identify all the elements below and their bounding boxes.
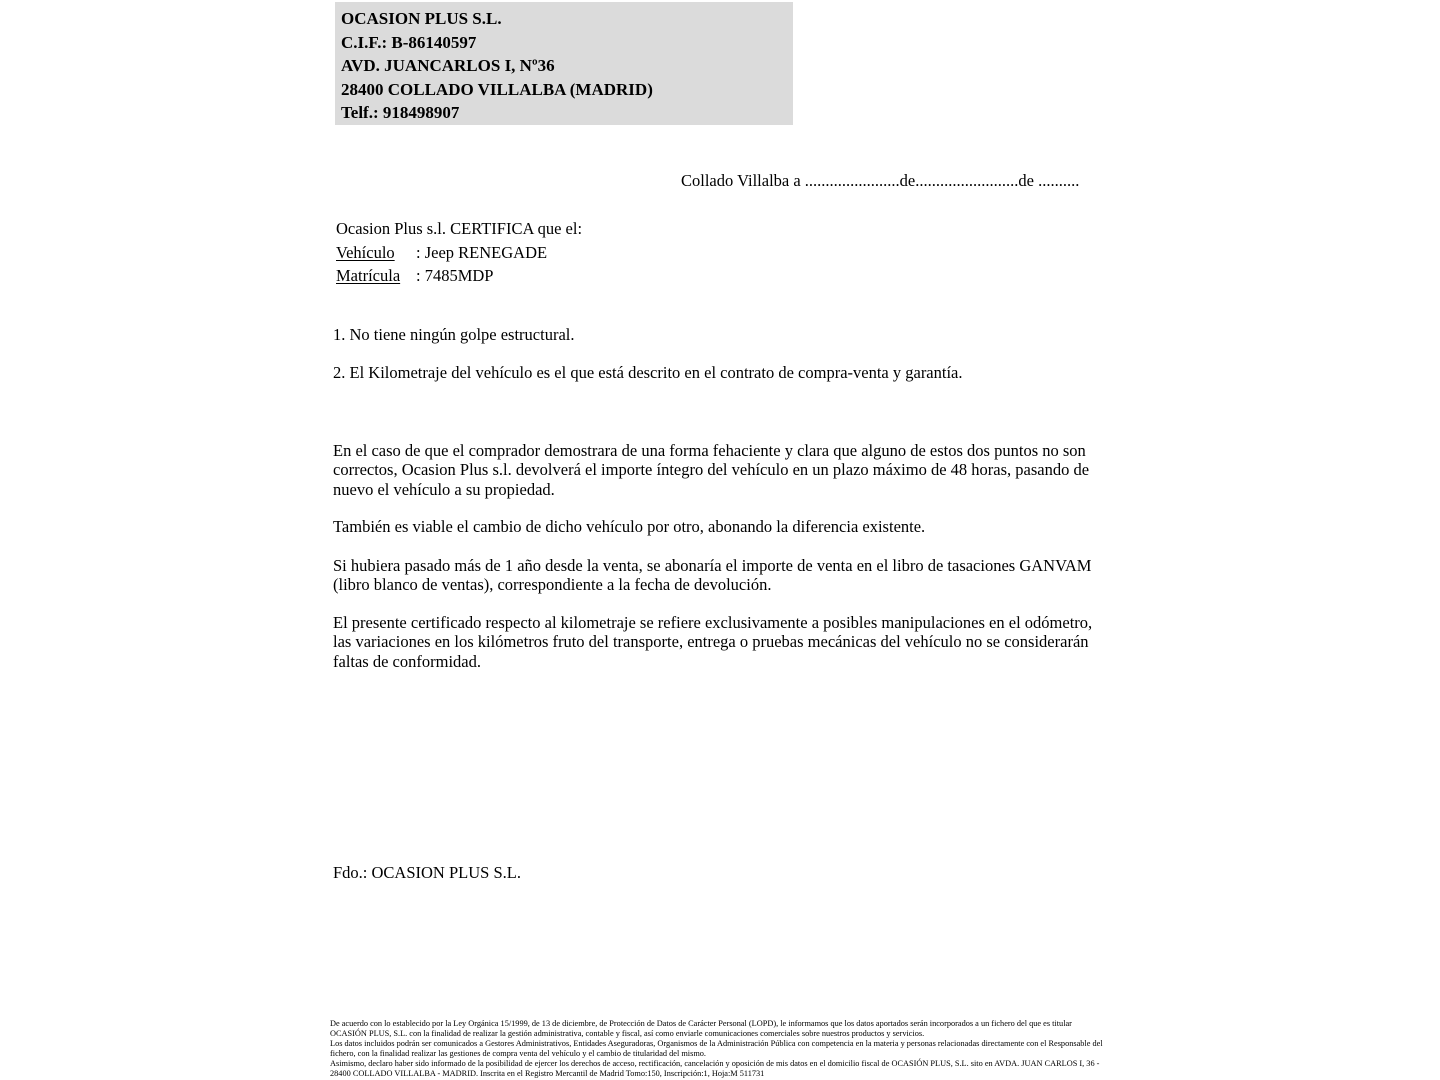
- point-1: 1. No tiene ningún golpe estructural.: [333, 325, 575, 344]
- vehicle-value: : Jeep RENEGADE: [416, 242, 548, 262]
- vehicle-label-cell: [336, 241, 416, 265]
- paragraph-odometer: El presente certificado respecto al kilometraje se refiere exclusivamente a posibles manipulaciones en el odómetro, las variaciones en los kilómetros fruto del transporte, entrega o pruebas mecánicas del vehículo no se considerarán faltas de conformidad.: [333, 613, 1093, 671]
- certification-block: [336, 217, 582, 288]
- vehicle-row: [336, 241, 582, 265]
- vehicle-label: Vehículo: [336, 242, 395, 262]
- point-2: 2. El Kilometraje del vehículo es el que está descrito en el contrato de compra-venta y garantía.: [333, 363, 963, 382]
- company-cif: C.I.F.: B-86140597: [341, 32, 477, 52]
- company-phone: Telf.: 918498907: [341, 103, 460, 123]
- paragraph-exchange: También es viable el cambio de dicho vehículo por otro, abonando la diferencia existente.: [333, 517, 926, 536]
- plate-value: : 7485MDP: [416, 266, 494, 285]
- legal-footer: [330, 1019, 1108, 1078]
- paragraph-refund: En el caso de que el comprador demostrara de una forma fehaciente y clara que alguno de estos dos puntos no son correctos, Ocasion Plus s.l. devolverá el importe íntegro del vehículo en un plazo máximo de 48 horas, pasando de nuevo el vehículo a su propiedad.: [333, 441, 1090, 499]
- plate-label: Matrícula: [336, 266, 401, 285]
- legal-paragraph-data-sharing: Los datos incluidos podrán ser comunicados a Gestores Administrativos, Entidades Aseguradoras, Organismos de la Administración Pública con competencia en la materia y personas relacionadas directamente con el Responsable del fichero, con la finalidad realizar las gestiones de compra venta del vehículo y el cambio de titularidad del mismo.: [330, 1038, 1103, 1058]
- company-header-box: [335, 2, 793, 125]
- company-city: 28400 COLLADO VILLALBA (MADRID): [341, 79, 653, 99]
- plate-label-cell: [336, 264, 416, 288]
- legal-paragraph-lopd: De acuerdo con lo establecido por la Ley Orgánica 15/1999, de 13 de diciembre, de Protección de Datos de Carácter Personal (LOPD), le informamos que los datos aportados serán incorporados a un fichero del que es titular OCASIÓN PLUS, S.L. con la finalidad de realizar la gestión administrativa, contable y fiscal, así como enviarle comunicaciones comerciales sobre nuestros productos y servicios.: [330, 1019, 1072, 1038]
- plate-row: [336, 264, 582, 288]
- certification-intro: Ocasion Plus s.l. CERTIFICA que el:: [336, 219, 583, 238]
- paragraph-ganvam: Si hubiera pasado más de 1 año desde la venta, se abonaría el importe de venta en el libro de tasaciones GANVAM (libro blanco de ventas), correspondiente a la fecha de devolución.: [333, 556, 1092, 595]
- signature-line: Fdo.: OCASION PLUS S.L.: [333, 863, 521, 882]
- company-address: AVD. JUANCARLOS I, Nº36: [341, 56, 555, 76]
- date-line: Collado Villalba a .......................de.........................de ..........: [681, 171, 1080, 190]
- company-name: OCASION PLUS S.L.: [341, 9, 502, 28]
- legal-paragraph-rights: Asimismo, declaro haber sido informado de la posibilidad de ejercer los derechos de acceso, rectificación, cancelación y oposición de mis datos en el domicilio fiscal de OCASIÓN PLUS, S.L. sito en AVDA. JUAN CARLOS I, 36 - 28400 COLLADO VILLALBA - MADRID. Inscrita en el Registro Mercantil de Madrid Tomo:150, Inscripción:1, Hoja:M 511731: [330, 1058, 1100, 1078]
